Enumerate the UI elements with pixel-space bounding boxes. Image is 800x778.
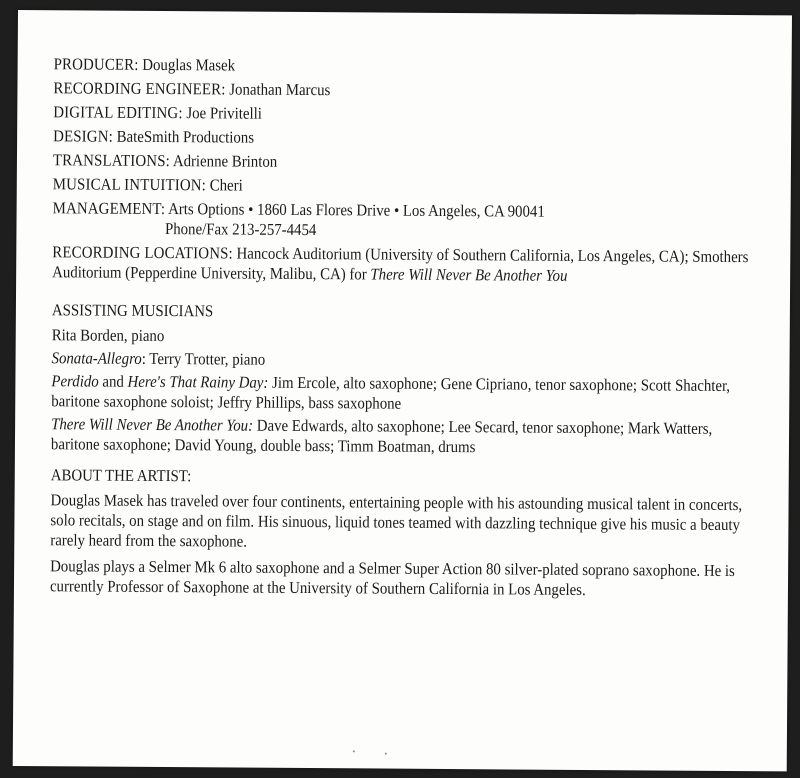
song-title: Perdido: [51, 371, 99, 391]
credit-value: Cheri: [209, 175, 243, 195]
about-artist-heading: ABOUT THE ARTIST:: [50, 465, 192, 486]
credit-value: Arts Options • 1860 Las Flores Drive • Los Angeles, CA 90041: [168, 199, 545, 221]
credit-label: RECORDING LOCATIONS:: [52, 242, 233, 263]
credit-value: Hancock Auditorium (University of Southern California, Los Angeles, CA); Smothers Auditorium (Pepperdine University, Malibu, CA) for: [52, 243, 749, 284]
musician-text: : Terry Trotter, piano: [141, 348, 266, 369]
management-phone: Phone/Fax 213-257-4454: [164, 219, 317, 240]
credit-producer: [54, 54, 765, 79]
musician-line: [51, 371, 762, 416]
credit-value: Jonathan Marcus: [229, 79, 331, 100]
credits-content: [49, 54, 749, 607]
musician-line: [51, 414, 762, 459]
conjunction: and: [98, 371, 128, 391]
credit-recording-engineer: [53, 78, 764, 103]
song-title: There Will Never Be Another You: [370, 264, 568, 285]
credit-label: MUSICAL INTUITION:: [52, 174, 207, 195]
credit-label: DIGITAL EDITING:: [53, 102, 183, 123]
assisting-musicians-heading: ASSISTING MUSICIANS: [51, 300, 214, 321]
credit-digital-editing: [53, 102, 764, 127]
credit-musical-intuition: [53, 174, 764, 199]
song-title: There Will Never Be Another You:: [51, 414, 254, 435]
bio-paragraph: Douglas plays a Selmer Mk 6 alto saxophone and a Selmer Super Action 80 silver-plated soprano saxophone. He is currently Professor of Saxophone at the University of Southern California in Los Angeles.: [49, 556, 735, 599]
scan-speck: [385, 753, 387, 755]
scan-speck: [353, 750, 355, 752]
credit-label: RECORDING ENGINEER:: [53, 78, 226, 99]
credit-design: [53, 126, 764, 151]
musician-line: [51, 348, 762, 373]
booklet-page: [13, 10, 792, 771]
credit-value: BateSmith Productions: [116, 126, 255, 147]
song-title: Here's That Rainy Day:: [127, 371, 269, 392]
musician-text: Dave Edwards, alto saxophone; Lee Secard, tenor saxophone; Mark Watters, baritone saxophone; David Young, double bass; Timm Boatman, drums: [50, 415, 713, 457]
musician-text: Jim Ercole, alto saxophone; Gene Cipriano, tenor saxophone; Scott Shachter, baritone saxophone soloist; Jeffry Phillips, bass saxophone: [51, 372, 731, 413]
musician-line: Rita Borden, piano: [51, 325, 165, 346]
credit-recording-locations: [52, 242, 763, 287]
song-title: Sonata-Allegro: [51, 348, 142, 368]
credit-management: [52, 198, 763, 243]
bio-paragraph: Douglas Masek has traveled over four continents, entertaining people with his astounding musical talent in concerts, solo recitals, on stage and on film. His sinuous, liquid tones teamed with dazzling technique give his music a beauty rarely heard from the saxophone.: [50, 490, 743, 551]
credit-label: DESIGN:: [53, 126, 114, 146]
credit-label: TRANSLATIONS:: [52, 150, 171, 171]
credit-value: Adrienne Brinton: [172, 151, 278, 171]
credit-label: PRODUCER:: [53, 54, 139, 74]
credit-value: Joe Privitelli: [186, 103, 262, 123]
credit-value: Douglas Masek: [142, 54, 236, 75]
credit-label: MANAGEMENT:: [52, 198, 166, 219]
credit-translations: [53, 150, 764, 175]
